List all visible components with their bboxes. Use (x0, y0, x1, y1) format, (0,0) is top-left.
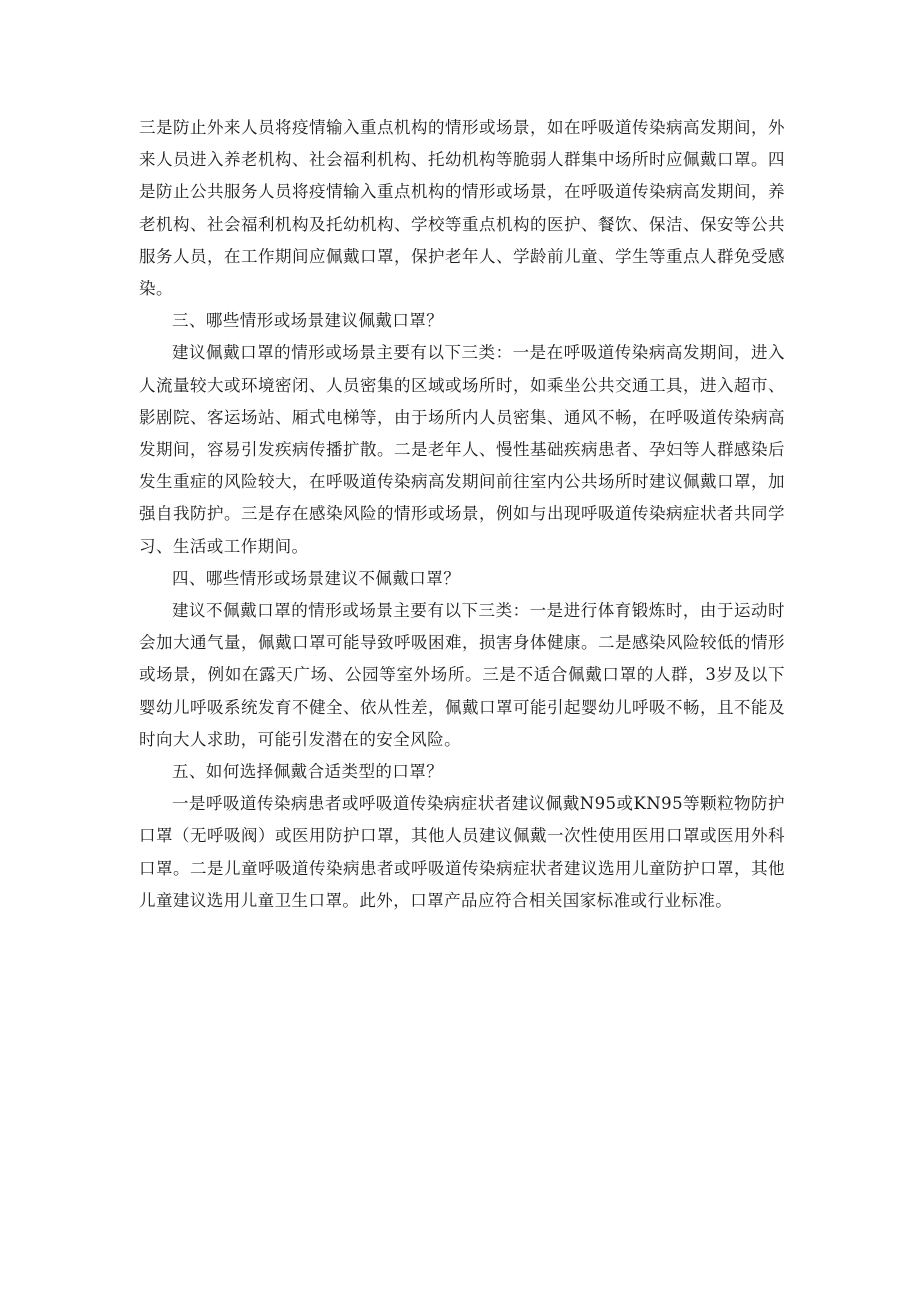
paragraph-section-3: 建议佩戴口罩的情形或场景主要有以下三类：一是在呼吸道传染病高发期间，进入人流量较大或环境密闭、人员密集的区域或场所时，如乘坐公共交通工具，进入超市、影剧院、客运场站、厢式电梯等，由于场所内人员密集、通风不畅，在呼吸道传染病高发期间，容易引发疾病传播扩散。二是老年人、慢性基础疾病患者、孕妇等人群感染后发生重症的风险较大，在呼吸道传染病高发期间前往室内公共场所时建议佩戴口罩，加强自我防护。三是存在感染风险的情形或场景，例如与出现呼吸道传染病症状者共同学习、生活或工作期间。 (139, 343, 785, 556)
paragraph-continuation: 三是防止外来人员将疫情输入重点机构的情形或场景，如在呼吸道传染病高发期间，外来人员进入养老机构、社会福利机构、托幼机构等脆弱人群集中场所时应佩戴口罩。四是防止公共服务人员将疫情输入重点机构的情形或场景，在呼吸道传染病高发期间，养老机构、社会福利机构及托幼机构、学校等重点机构的医护、餐饮、保洁、保安等公共服务人员，在工作期间应佩戴口罩，保护老年人、学龄前儿童、学生等重点人群免受感染。 (139, 118, 785, 299)
paragraph-section-5: 一是呼吸道传染病患者或呼吸道传染病症状者建议佩戴N95或KN95等颗粒物防护口罩（无呼吸阀）或医用防护口罩，其他人员建议佩戴一次性使用医用口罩或医用外科口罩。二是儿童呼吸道传染病患者或呼吸道传染病症状者建议选用儿童防护口罩，其他儿童建议选用儿童卫生口罩。此外，口罩产品应符合相关国家标准或行业标准。 (139, 794, 785, 910)
section-heading-3: 三、哪些情形或场景建议佩戴口罩？ (172, 311, 444, 331)
section-heading-5: 五、如何选择佩戴合适类型的口罩？ (172, 762, 444, 782)
document-body (139, 112, 785, 917)
paragraph-section-4: 建议不佩戴口罩的情形或场景主要有以下三类：一是进行体育锻炼时，由于运动时会加大通气量，佩戴口罩可能导致呼吸困难，损害身体健康。二是感染风险较低的情形或场景，例如在露天广场、公园等室外场所。三是不适合佩戴口罩的人群，3岁及以下婴幼儿呼吸系统发育不健全、依从性差，佩戴口罩可能引起婴幼儿呼吸不畅，且不能及时向大人求助，可能引发潜在的安全风险。 (139, 601, 785, 749)
section-heading-4: 四、哪些情形或场景建议不佩戴口罩？ (172, 568, 461, 588)
